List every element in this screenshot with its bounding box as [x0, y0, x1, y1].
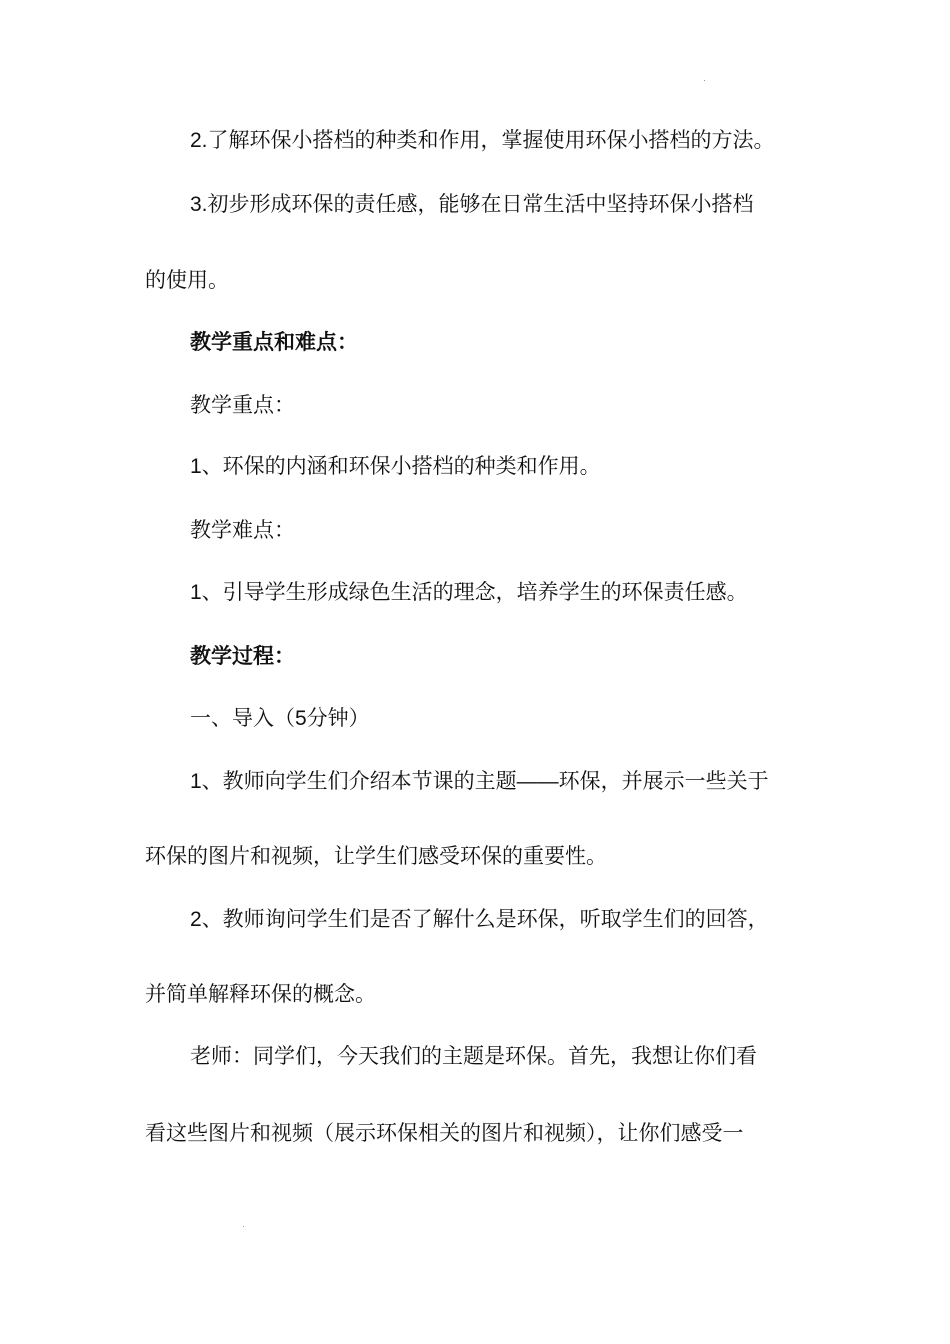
key-point-1: 1、环保的内涵和环保小搭档的种类和作用。	[190, 455, 601, 478]
objective-3-line-2: 的使用。	[145, 269, 229, 292]
intro-item-1-line-1: 1、教师向学生们介绍本节课的主题——环保，并展示一些关于	[190, 770, 769, 793]
difficulty-1: 1、引导学生形成绿色生活的理念，培养学生的环保责任感。	[190, 581, 748, 604]
subheading-difficulty: 教学难点：	[190, 519, 295, 542]
intro-item-2-line-2: 并简单解释环保的概念。	[145, 983, 376, 1006]
intro-item-1-line-2: 环保的图片和视频，让学生们感受环保的重要性。	[145, 845, 607, 868]
section-heading-process: 教学过程：	[190, 645, 295, 668]
subheading-key-point: 教学重点：	[190, 394, 295, 417]
intro-item-2-line-1: 2、教师询问学生们是否了解什么是环保，听取学生们的回答，	[190, 908, 769, 931]
step-intro-heading: 一、导入（5分钟）	[190, 707, 370, 730]
objective-3-line-1: 3.初步形成环保的责任感，能够在日常生活中坚持环保小搭档	[190, 193, 754, 216]
objective-2: 2.了解环保小搭档的种类和作用，掌握使用环保小搭档的方法。	[190, 129, 775, 152]
teacher-dialogue-line-1: 老师：同学们，今天我们的主题是环保。首先，我想让你们看	[190, 1045, 757, 1068]
teacher-dialogue-line-2: 看这些图片和视频（展示环保相关的图片和视频），让你们感受一	[145, 1122, 744, 1145]
section-heading-key-points: 教学重点和难点：	[190, 331, 358, 354]
page-corner-mark	[704, 80, 705, 81]
page-footer-mark	[243, 1226, 244, 1227]
